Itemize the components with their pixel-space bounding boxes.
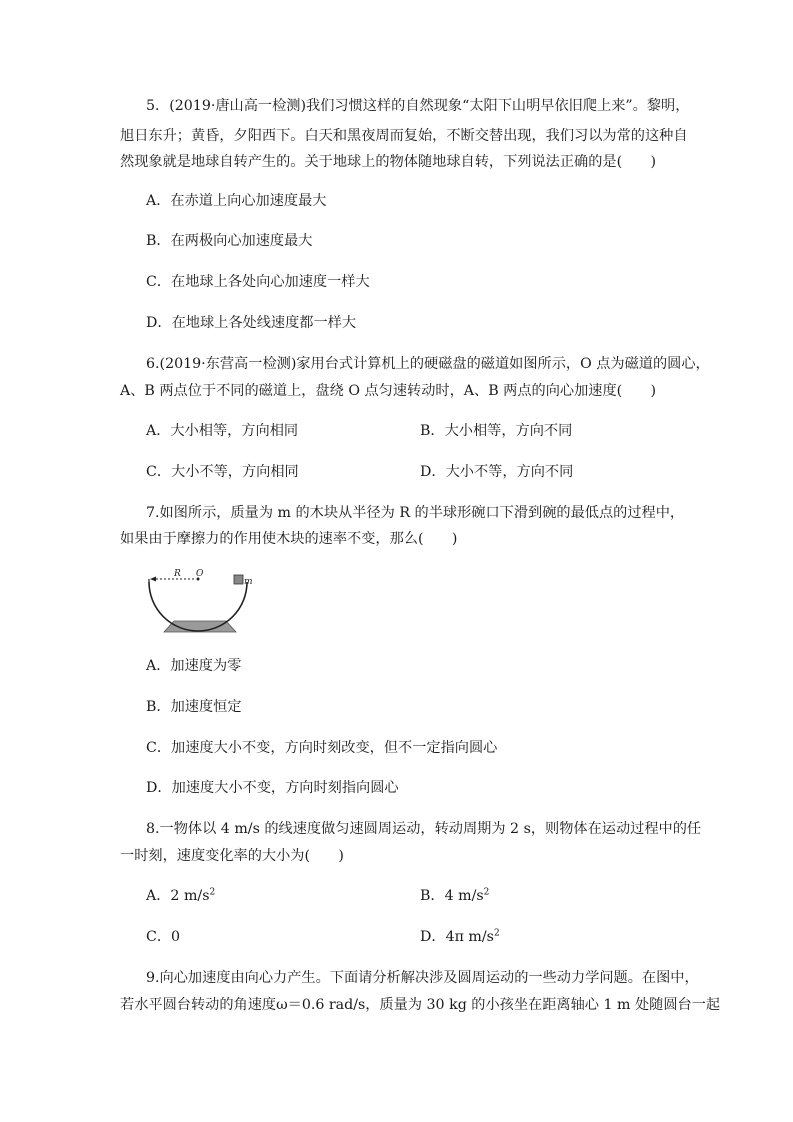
q5-stem-line-2: 旭日东升；黄昏，夕阳西下。白天和黑夜周而复始，不断交替出现，我们习以为常的这种自 (120, 128, 688, 144)
q8-option-c: C．0 (146, 929, 181, 945)
q8-option-d: D．4π $m/s^2$ (420, 928, 500, 945)
q6-stem-line-2: A、B 两点位于不同的磁道上，盘绕 O 点匀速转动时，A、B 两点的向心加速度( ) (120, 383, 657, 399)
q9-stem-line-1: 9.向心加速度由向心力产生。下面请分析解决涉及圆周运动的一些动力学问题。在图中， (146, 970, 699, 986)
q5-stem-line-3: 然现象就是地球自转产生的。关于地球上的物体随地球自转，下列说法正确的是( ) (120, 154, 657, 170)
label-r: R (174, 569, 181, 579)
q8-option-b: B．4 $m/s^2$ (420, 887, 490, 904)
label-o: O (196, 569, 204, 579)
q5-option-c: C．在地球上各处向心加速度一样大 (146, 274, 370, 290)
q7-option-b: B．加速度恒定 (146, 699, 242, 715)
q7-option-a: A．加速度为零 (146, 658, 242, 674)
q7-option-d: D．加速度大小不变，方向时刻指向圆心 (146, 780, 399, 796)
wooden-block (234, 575, 243, 584)
q8-stem-line-1: 8.一物体以 4 m/s 的线速度做匀速圆周运动，转动周期为 2 s，则物体在运动过程中的任 (146, 821, 702, 837)
q8-option-a: A．2 $m/s^2$ (146, 887, 216, 904)
q6-option-a: A．大小相等，方向相同 (146, 423, 299, 439)
q6-stem-line-1: 6.(2019·东营高一检测)家用台式计算机上的硬磁盘的磁道如图所示，O 点为磁道的圆心， (146, 356, 710, 372)
q7-option-c: C．加速度大小不变，方向时刻改变，但不一定指向圆心 (146, 740, 498, 756)
q5-option-d: D．在地球上各处线速度都一样大 (146, 315, 357, 331)
q7-stem-line-1: 7.如图所示，质量为 m 的木块从半径为 R 的半球形碗口下滑到碗的最低点的过程中， (146, 505, 685, 521)
q8-stem-line-2: 一时刻，速度变化率的大小为( ) (120, 848, 344, 864)
label-m: m (244, 577, 253, 587)
radius-arrowhead (150, 577, 156, 582)
q6-option-b: B．大小相等，方向不同 (420, 423, 573, 439)
q9-stem-line-2: 若水平圆台转动的角速度ω＝0.6 rad/s，质量为 30 kg 的小孩坐在距离轴心 1 m 处随圆台一起 (120, 997, 721, 1013)
hemispherical-bowl-figure (146, 566, 256, 636)
q6-option-c: C．大小不等，方向相同 (146, 464, 299, 480)
q5-option-a: A．在赤道上向心加速度最大 (146, 193, 327, 209)
q7-stem-line-2: 如果由于摩擦力的作用使木块的速率不变，那么( ) (120, 531, 458, 547)
q6-option-d: D．大小不等，方向不同 (420, 464, 574, 480)
q5-stem-line-1: 5．(2019·唐山高一检测)我们习惯这样的自然现象“太阳下山明早依旧爬上来”。黎明， (146, 98, 690, 114)
q5-option-b: B．在两极向心加速度最大 (146, 233, 313, 249)
